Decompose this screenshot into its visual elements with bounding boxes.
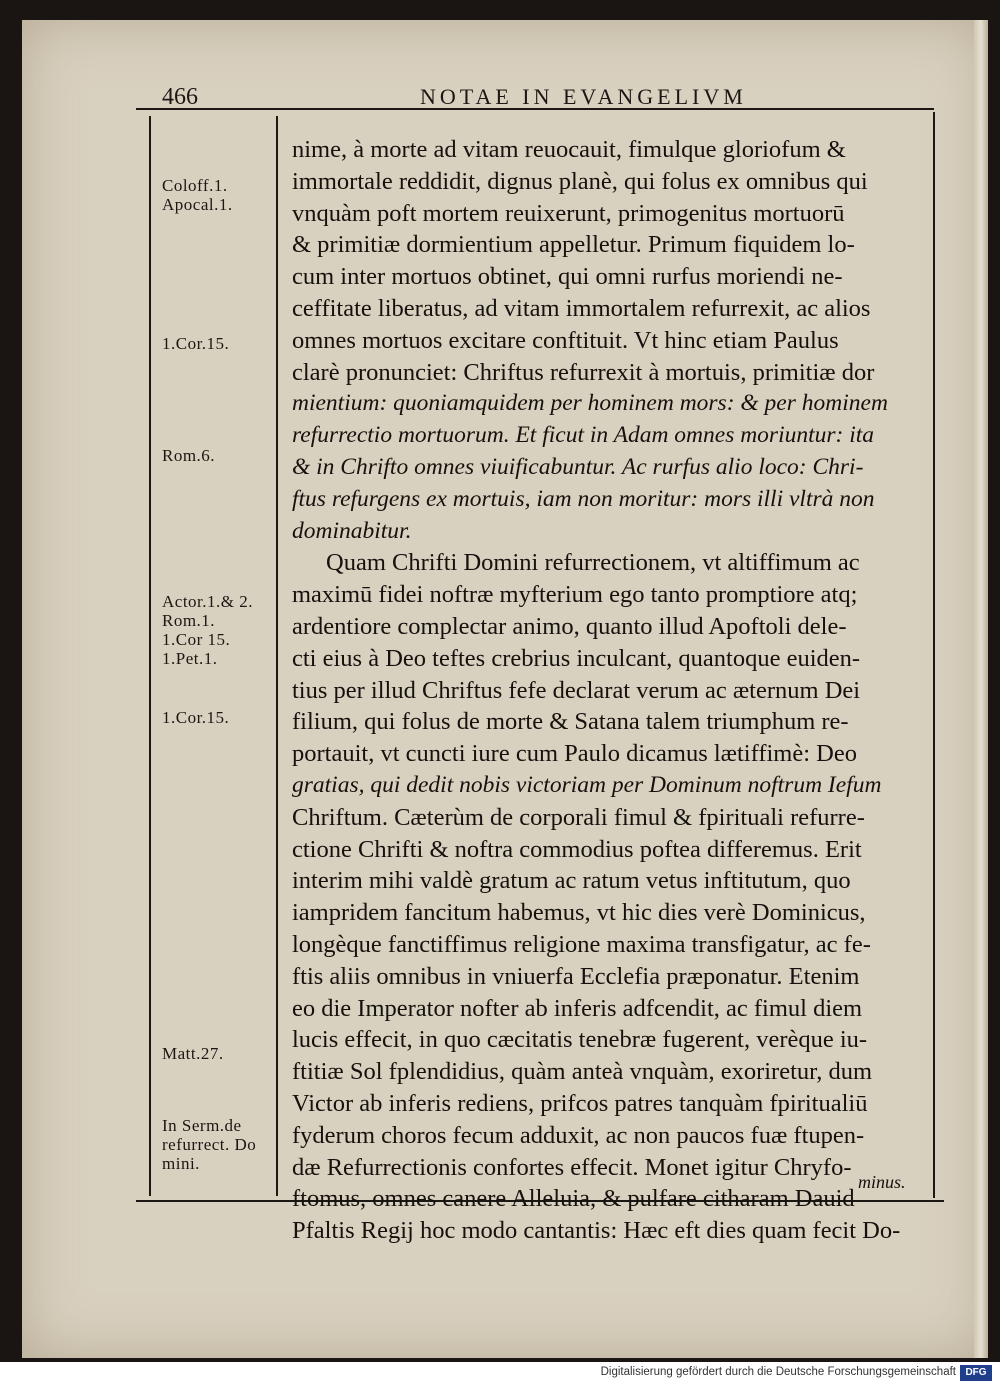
text-line: cum inter mortuos obtinet, qui omni rurfus moriendi ne- (292, 263, 843, 291)
text-line: Chriftum. Cæterùm de corporali fimul & fpirituali refurre- (292, 803, 865, 831)
margin-note-line: mini. (162, 1154, 200, 1173)
text-line: Pfaltis Regij hoc modo cantantis: Hæc eft dies quam fecit Do- (292, 1217, 901, 1245)
margin-note-line: Actor.1.& 2. (162, 592, 253, 611)
margin-note-line: Coloff.1. (162, 176, 228, 195)
margin-note-line: Apocal.1. (162, 195, 233, 214)
text-line: maximū fidei noftræ myfterium ego tanto promptiore atq; (292, 581, 858, 609)
text-line: & primitiæ dormientium appelletur. Primum fiquidem lo- (292, 231, 855, 259)
text-line-italic: ftus refurgens ex mortuis, iam non moritur: mors illi vltrà non (292, 485, 875, 512)
text-line: ardentiore complectar animo, quanto illud Apoftoli dele- (292, 612, 847, 640)
text-line-italic: refurrectio mortuorum. Et ficut in Adam omnes moriuntur: ita (292, 422, 875, 449)
text-line: ftitiæ Sol fplendidius, quàm anteà vnquàm, exoriretur, dum (292, 1058, 873, 1086)
text-line: dæ Refurrectionis confortes effecit. Monet igitur Chryfo- (292, 1153, 852, 1181)
dfg-logo-icon: DFG (960, 1365, 992, 1381)
text-line: ctione Chrifti & noftra commodius poftea differemus. Erit (292, 835, 862, 863)
text-column-rule-right (933, 112, 935, 1198)
text-line: vnquàm poft mortem reuixerunt, primogenitus mortuorū (292, 199, 845, 227)
margin-note-line: 1.Cor 15. (162, 630, 231, 649)
text-line: iampridem fancitum habemus, vt hic dies verè Dominicus, (292, 899, 866, 927)
text-line: filium, qui folus de morte & Satana talem triumphum re- (292, 708, 849, 736)
page-number: 466 (162, 84, 198, 110)
page-header (120, 78, 920, 118)
main-text-column (292, 134, 924, 1247)
text-line: ftis aliis omnibus in vniuerfa Ecclefia præponatur. Etenim (292, 962, 860, 990)
text-line: nime, à morte ad vitam reuocauit, fimulque gloriofum & (292, 136, 846, 163)
text-line: longèque fanctiffimus religione maxima transfigatur, ac fe- (292, 930, 871, 958)
margin-note-line: Rom.1. (162, 611, 216, 630)
text-line-italic: dominabitur. (292, 517, 412, 544)
text-line: Quam Chrifti Domini refurrectionem, vt altiffimum ac (326, 549, 860, 577)
text-line: cti eius à Deo teftes crebrius inculcant, quantoque euiden- (292, 644, 861, 672)
running-head: NOTAE IN EVANGELIVM (420, 84, 747, 109)
text-line: interim mihi valdè gratum ac ratum vetus inftitutum, quo (292, 867, 851, 895)
text-line: eo die Imperator nofter ab inferis adfcendit, ac fimul diem (292, 994, 863, 1022)
margin-note-line: Rom.6. (162, 446, 216, 465)
text-line: lucis effecit, in quo cæcitatis tenebræ fugerent, verèque iu- (292, 1026, 868, 1054)
margin-note-line: refurrect. Do (162, 1135, 257, 1154)
catchword: minus. (858, 1172, 906, 1192)
margin-column-rule-left (149, 116, 151, 1196)
text-line: fyderum choros fecum adduxit, ac non paucos fuæ ftupen- (292, 1121, 865, 1149)
margin-note-line: 1.Cor.15. (162, 334, 230, 353)
margin-note-line: 1.Cor.15. (162, 708, 230, 727)
text-line: immortale reddidit, dignus planè, qui folus ex omnibus qui (292, 167, 868, 195)
text-line-italic: mientium: quoniamquidem per hominem mors: & per hominem (292, 390, 888, 417)
text-line: portauit, vt cuncti iure cum Paulo dicamus lætiffimè: Deo (292, 740, 857, 768)
text-line: ceffitate liberatus, ad vitam immortalem refurrexit, ac alios (292, 294, 871, 322)
digitization-footer (0, 1362, 1000, 1385)
text-line: ftomus, omnes canere Alleluia, & pulfare citharam Dauid (292, 1185, 855, 1213)
margin-note-line: Matt.27. (162, 1044, 224, 1063)
digitization-notice: Digitalisierung gefördert durch die Deutsche Forschungsgemeinschaft (600, 1366, 956, 1378)
text-line: clarè pronunciet: Chriftus refurrexit à mortuis, primitiæ dor (292, 358, 875, 386)
text-line-italic: gratias, qui dedit nobis victoriam per Dominum noftrum Iefum (292, 771, 882, 798)
page-edge (974, 20, 988, 1358)
text-line: tius per illud Chriftus fefe declarat verum ac æternum Dei (292, 676, 861, 704)
margin-column-rule-right (276, 116, 278, 1196)
margin-note-line: 1.Pet.1. (162, 649, 218, 668)
text-line: Victor ab inferis rediens, prifcos patres tanquàm fpiritualiū (292, 1089, 868, 1117)
text-line: omnes mortuos excitare conftituit. Vt hinc etiam Paulus (292, 326, 839, 354)
text-line-italic: & in Chrifto omnes viuificabuntur. Ac rurfus alio loco: Chri- (292, 453, 864, 480)
margin-note-line: In Serm.de (162, 1116, 242, 1135)
